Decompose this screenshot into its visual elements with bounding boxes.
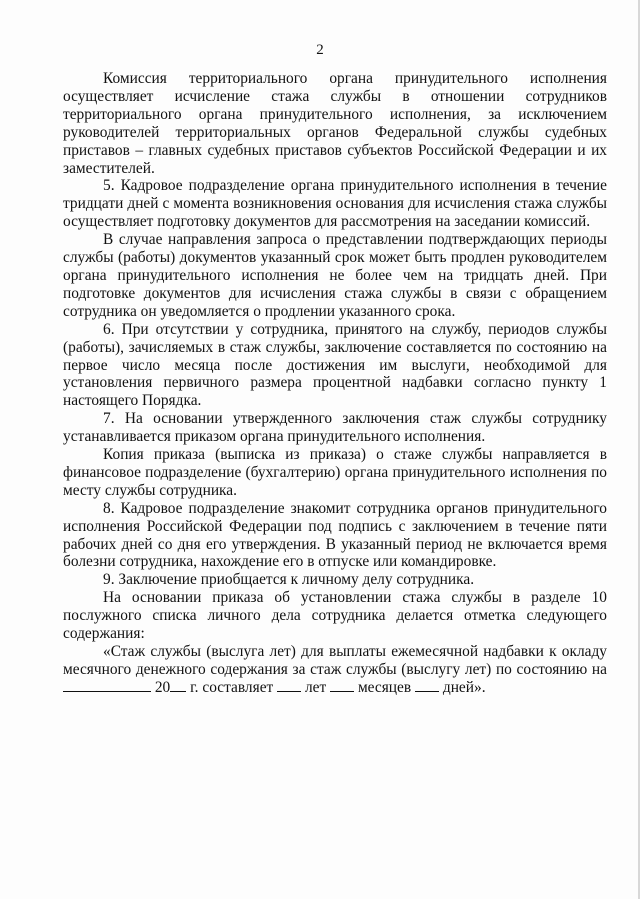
paragraph-record: На основании приказа об установлении стажа службы в разделе 10 послужного списка личного дела сотрудника делается отметка следующего содержания:: [63, 589, 607, 643]
paragraph-quote: [63, 643, 607, 697]
document-body: [63, 70, 607, 697]
quote-years-label: лет: [304, 678, 327, 696]
quote-year-prefix: 20: [154, 678, 171, 696]
blank-days: [415, 679, 439, 692]
quote-days-label: дней».: [442, 678, 486, 696]
paragraph-7: 7. На основании утвержденного заключения стаж службы сотруднику устанавливается приказом органа принудительного исполнения.: [63, 410, 607, 446]
blank-months: [330, 679, 354, 692]
blank-year: [170, 679, 186, 692]
quote-text: «Стаж службы (выслуга лет) для выплаты ежемесячной надбавки к окладу месячного денежного содержания за стаж службы (выслугу лет) по состоянию на: [63, 643, 607, 678]
quote-months-label: месяцев: [357, 678, 412, 696]
paragraph-copy-order: Копия приказа (выписка из приказа) о стаже службы направляется в финансовое подразделение (бухгалтерию) органа принудительного исполнения по месту службы сотрудника.: [63, 446, 607, 499]
paragraph-9: 9. Заключение приобщается к личному делу сотрудника.: [103, 571, 475, 589]
paragraph-8: 8. Кадровое подразделение знакомит сотрудника органов принудительного исполнения Российской Федерации под подпись с заключением в течение пяти рабочих дней со дня его утверждения. В указанный период не включается время болезни сотрудника, нахождение его в отпуске или командировке.: [63, 499, 607, 571]
page-number: 2: [316, 42, 324, 58]
quote-year-suffix: г. составляет: [190, 678, 274, 696]
blank-date: [63, 679, 151, 692]
blank-years: [277, 679, 301, 692]
paragraph-commission: Комиссия территориального органа принудительного исполнения осуществляет исчисление стажа службы в отношении сотрудников территориального органа принудительного исполнения, за исключением руководителей территориальных органов Федеральной службы судебных приставов – главных судебных приставов субъектов Российской Федерации и их заместителей.: [63, 70, 607, 177]
paragraph-6: 6. При отсутствии у сотрудника, принятого на службу, периодов службы (работы), зачисляемых в стаж службы, заключение составляется по состоянию на первое число месяца после достижения им выслуги, необходимой для установления первичного размера процентной надбавки согласно пункту 1 настоящего Порядка.: [63, 320, 607, 410]
paragraph-request: В случае направления запроса о представлении подтверждающих периоды службы (работы) документов указанный срок может быть продлен руководителем органа принудительного исполнения не более чем на тридцать дней. При подготовке документов для исчисления стажа службы в связи с обращением сотрудника он уведомляется о продлении указанного срока.: [63, 231, 607, 320]
paragraph-5: 5. Кадровое подразделение органа принудительного исполнения в течение тридцати дней с момента возникновения основания для исчисления стажа службы осуществляет подготовку документов для рассмотрения на заседании комиссий.: [63, 177, 607, 231]
